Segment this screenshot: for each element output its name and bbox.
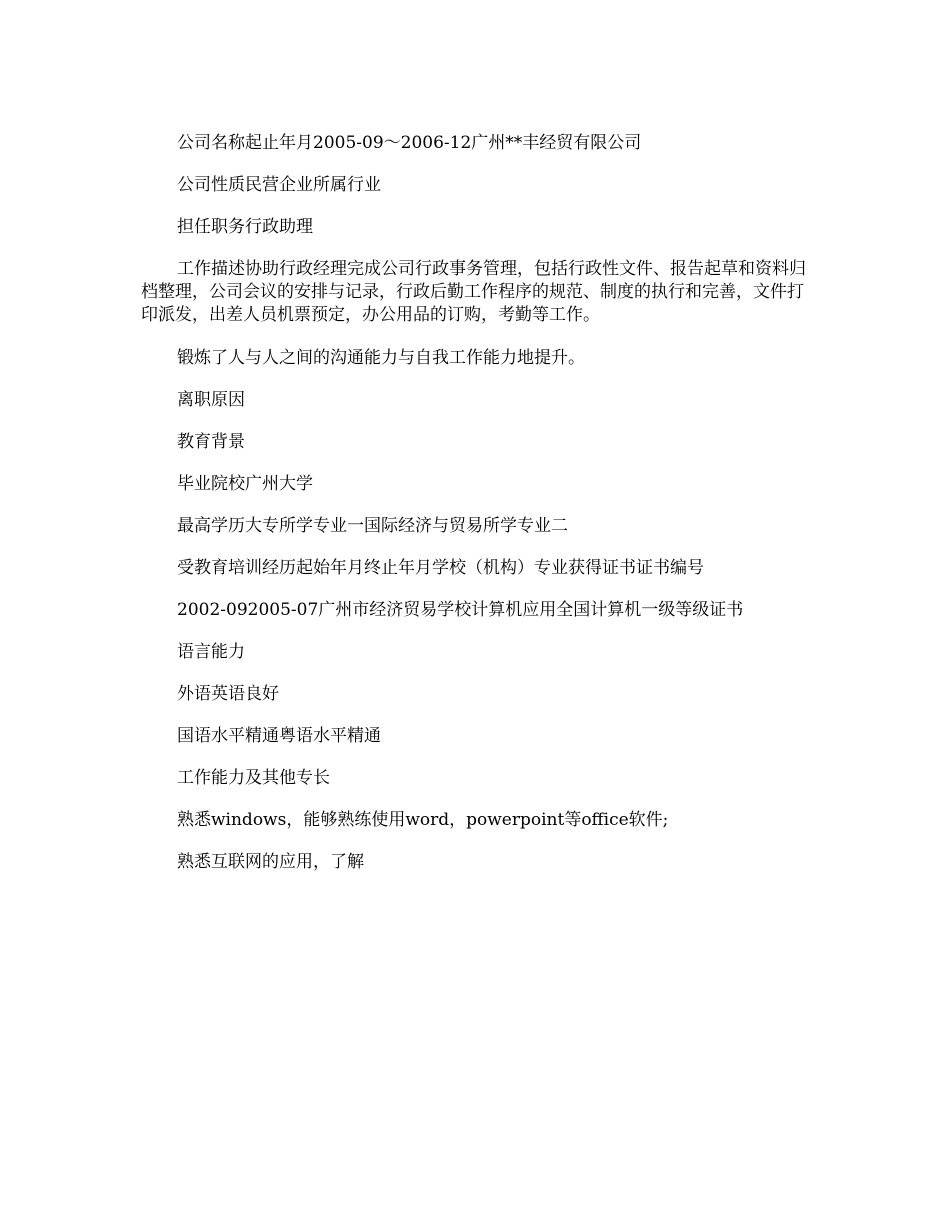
internet-skills: 熟悉互联网的应用，了解 [177, 852, 364, 872]
document-body [141, 132, 813, 893]
training-record: 2002-092005-07广州市经济贸易学校计算机应用全国计算机一级等级证书 [177, 600, 744, 620]
leaving-reason: 离职原因 [177, 390, 245, 410]
training-header: 受教育培训经历起始年月终止年月学校（机构）专业获得证书证书编号 [177, 558, 704, 578]
company-nature: 公司性质民营企业所属行业 [177, 175, 381, 195]
job-description: 工作描述协助行政经理完成公司行政事务管理，包括行政性文件、报告起草和资料归档整理，公司会议的安排与记录，行政后勤工作程序的规范、制度的执行和完善，文件打印派发，出差人员机票预定，办公用品的订购，考勤等工作。 [141, 259, 806, 325]
job-gains: 锻炼了人与人之间的沟通能力与自我工作能力地提升。 [177, 348, 585, 368]
skills-heading: 工作能力及其他专长 [177, 768, 330, 788]
language-heading: 语言能力 [177, 642, 245, 662]
company-name-period: 公司名称起止年月2005-09～2006-12广州**丰经贸有限公司 [177, 133, 642, 153]
mandarin-cantonese: 国语水平精通粤语水平精通 [177, 726, 381, 746]
foreign-language: 外语英语良好 [177, 684, 279, 704]
software-skills: 熟悉windows，能够熟练使用word，powerpoint等office软件; [177, 810, 669, 830]
highest-degree: 最高学历大专所学专业一国际经济与贸易所学专业二 [177, 516, 568, 536]
education-heading: 教育背景 [177, 432, 245, 452]
job-position: 担任职务行政助理 [177, 217, 313, 237]
graduate-school: 毕业院校广州大学 [177, 474, 313, 494]
